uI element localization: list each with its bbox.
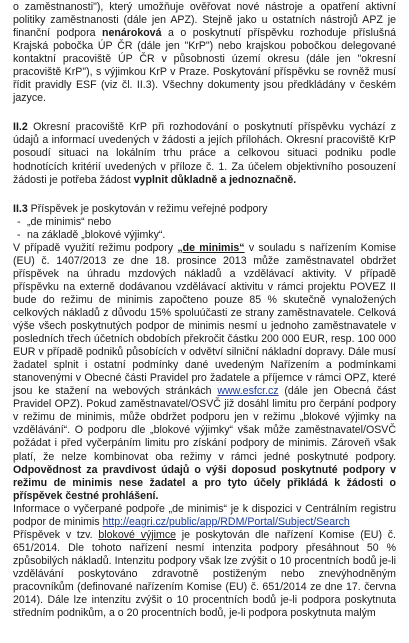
eagri-register-link[interactable]: http://eagri.cz/public/app/RDM/Portal/Subject/Search: [102, 515, 350, 528]
spacer: [13, 187, 396, 203]
section-ii-2-bold: vyplnit důkladně a jednoznačně.: [133, 173, 297, 186]
support-regime-list: [13, 216, 396, 242]
section-ii-3-number: II.3: [13, 202, 28, 215]
paragraph-register-info: [13, 503, 396, 529]
block-exemption-text-2: je poskytován dle nařízení Komise (EU) č. 651/2014. Dle tohoto nařízení nesmí intenzita podpory přesáhnout 50 % způsobilých nákladů. Intenzitu podpory však lze zvýšit o 10 procentních bodů je-li vzdělávání poskytováno zdravotně postiženým nebo znevýhodněným pracovníkům (definované nařízením Komise (EU) č. 651/2014 ze dne 17. června 2014). Dále lze intenzitu zvýšit o 10 procentních bodů je-li podpora poskytnuta středním podnikům, a o 20 procentních bodů, je-li podpora poskytnuta malým: [13, 528, 396, 620]
p1-text-2: a o poskytnutí příspěvku rozhoduje příslušná Krajská pobočka ÚP ČR (dále jen "KrP") nebo krajskou pobočkou delegované kontaktní pracoviště ÚP ČR v působnosti území okresu (dále jen "okresní pracoviště KrP"), s výjimkou KrP v Praze. Poskytování příspěvku se rovněž musí řídit pravidly ESF (viz čl. II.3). Všechny dokumenty jsou předkládány v českém jazyce.: [13, 27, 396, 105]
de-minimis-underlined: „de minimis“: [177, 241, 245, 254]
section-ii-2-number: II.2: [13, 121, 28, 134]
register-text: Informace o vyčerpané podpoře „de minimis“ je k dispozici v Centrálním registru podpor de minimis: [13, 502, 396, 528]
de-minimis-text-2: v souladu s nařízením Komise (EU) č. 1407/2013 ze dne 18. prosince 2013 může zaměstnavatel obdržet příspěvek na úhradu mzdových nákladů a vzdělávací aktivity. V případě příspěvku na externě dodávanou vzdělávací aktivitu v rámci projektu POVEZ II bude do režimu de minimis započteno pouze 85 % skutečně vynaložených celkových nákladů z důvodu 15% spoluúčasti ze strany zaměstnavatele. Celková výše všech poskytnutých podpor de minimis nesmí u jednoho zaměstnavatele v posledních třech účetních obdobích překročit částku 200 000 EUR, resp. 100 000 EUR v případě podniků působících v odvětví silniční nákladní dopravy. Dále musí žadatel splnit i ostatní podmínky dané uvedeným Nařízením a podmínkami stanovenými v Obecné části Pravidel pro žadatele a příjemce v rámci OPZ, které jsou ke stažení na webových stránkách: [13, 241, 396, 398]
block-exemption-underlined: blokové výjimce: [98, 528, 177, 541]
esfcr-link[interactable]: www.esfcr.cz: [217, 385, 279, 398]
list-item-de-minimis: - „de minimis“ nebo: [13, 216, 396, 229]
de-minimis-text-1: V případě využití režimu podpory: [13, 241, 178, 254]
p1-bold-nenarokova: nenároková: [102, 27, 162, 40]
paragraph-de-minimis: [13, 242, 396, 503]
responsibility-bold: Odpovědnost za pravdivost údajů o výši doposud poskytnuté podpory v režimu de minimis nese žadatel a pro tyto účely přikládá k žádosti o příspěvek čestné prohlášení.: [13, 463, 396, 502]
section-ii-2-text: Okresní pracoviště KrP při rozhodování o poskytnutí příspěvku vychází z údajů a informací uvedených v žádosti a jejích přílohách. Okresní pracoviště KrP posoudí situaci na lokálním trhu práce a celkovou situaci podniku podle hodnotících kritérií uvedených v příloze č. 1. Za účelem objektivního posouzení žádosti je potřeba žádost: [13, 121, 396, 186]
paragraph-apz-intro: [13, 1, 396, 105]
section-ii-2: [13, 121, 396, 186]
block-exemption-text-1: Příspěvek v tzv.: [13, 528, 99, 541]
section-ii-3-intro: [13, 203, 396, 216]
list-item-blokova-vyjimka: - na základě „blokové výjimky“.: [13, 229, 396, 242]
section-ii-3-intro-text: Příspěvek je poskytován v režimu veřejné podpory: [27, 202, 268, 215]
paragraph-block-exemption: [13, 529, 396, 620]
p1-text-1: o zaměstnanosti"), který umožňuje ověřovat nové nástroje a opatření aktivní politiky zaměstnanosti (dále jen APZ). Stejně jako u ostatních nástrojů APZ je finanční podpora: [13, 1, 396, 40]
de-minimis-text-3: (dále jen Obecná část Pravidel OPZ). Pokud zaměstnavatel/OSVČ již dosáhl limitu pro čerpání podpory v režimu de minimis, může obdržet podporu jen v režimu „blokové výjimky na vzdělávání“. O podporu dle „blokové výjimky“ však může zaměstnavatel/OSVČ požádat i před vyčerpáním limitu pro získání podpory de minimis. Zároveň však platí, že nelze kombinovat oba režimy v rámci jedné poskytnuté podpory.: [13, 385, 396, 463]
spacer: [13, 105, 396, 121]
